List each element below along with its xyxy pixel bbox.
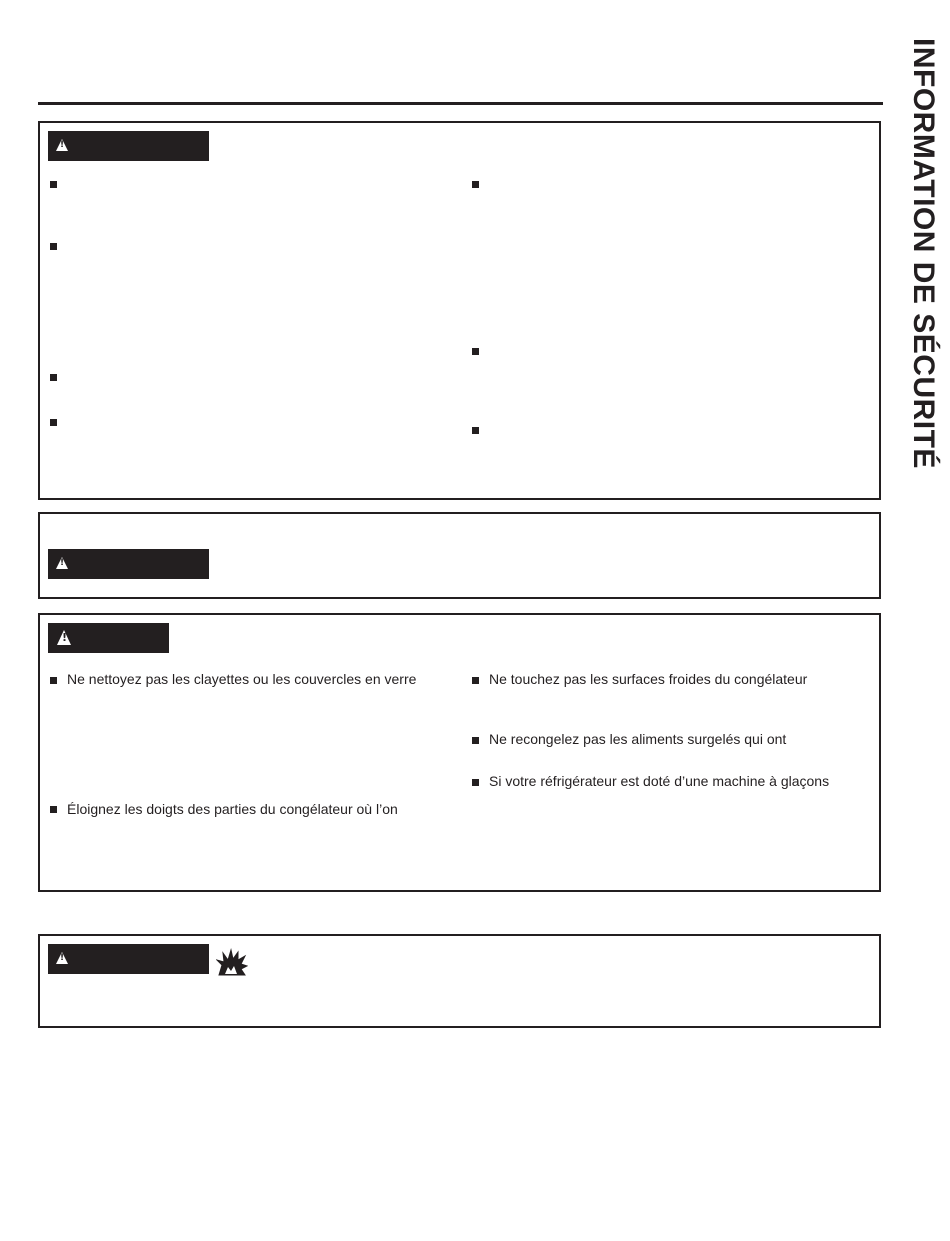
list-bullet: [50, 181, 57, 188]
warning-triangle-icon: [56, 952, 68, 964]
warning-box-1: [38, 121, 881, 500]
warning-banner: [48, 131, 209, 161]
warning-triangle-icon: [57, 630, 71, 645]
caution-item-refreeze: Ne recongelez pas les aliments surgelés qui ont: [489, 731, 787, 747]
list-bullet: [50, 419, 57, 426]
warning-triangle-icon: [56, 557, 68, 569]
warning-triangle-icon: [56, 139, 68, 151]
list-bullet: [50, 243, 57, 250]
list-bullet: [472, 677, 479, 684]
list-bullet: [50, 374, 57, 381]
list-bullet: [472, 181, 479, 188]
caution-item-ice-maker: Si votre réfrigérateur est doté d’une machine à glaçons: [489, 773, 830, 789]
caution-item-fingers: Éloignez les doigts des parties du congélateur où l’on: [67, 801, 398, 817]
list-bullet: [472, 779, 479, 786]
caution-item-glass-shelves: Ne nettoyez pas les clayettes ou les couvercles en verre: [67, 671, 417, 687]
section-side-title: INFORMATION DE SÉCURITÉ: [907, 38, 940, 469]
list-bullet: [472, 737, 479, 744]
explosion-warning-box: [38, 934, 881, 1028]
warning-box-2: [38, 512, 881, 599]
caution-banner: [48, 623, 169, 653]
list-bullet: [50, 806, 57, 813]
caution-box: [38, 613, 881, 892]
caution-item-cold-surfaces: Ne touchez pas les surfaces froides du congélateur: [489, 671, 808, 687]
list-bullet: [50, 677, 57, 684]
list-bullet: [472, 348, 479, 355]
explosion-icon: [216, 948, 248, 976]
list-bullet: [472, 427, 479, 434]
header-rule: [38, 102, 883, 105]
warning-banner: [48, 549, 209, 579]
warning-banner: [48, 944, 209, 974]
